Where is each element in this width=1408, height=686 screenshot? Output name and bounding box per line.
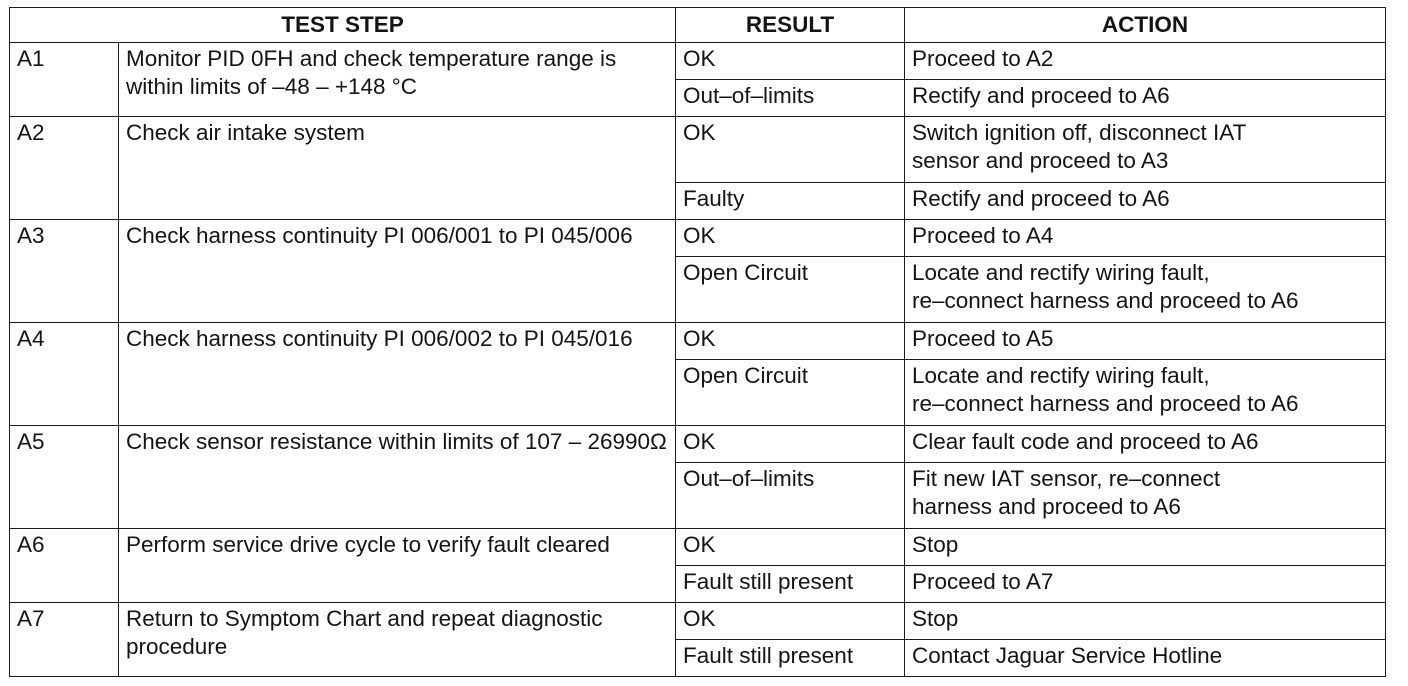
action-cell: Locate and rectify wiring fault, re–connect harness and proceed to A6 (905, 257, 1386, 323)
step-description: Return to Symptom Chart and repeat diagnostic procedure (119, 603, 676, 677)
action-cell: Proceed to A5 (905, 323, 1386, 360)
result-cell: Out–of–limits (676, 80, 905, 117)
action-cell: Proceed to A7 (905, 566, 1386, 603)
diagnostic-table (9, 7, 1386, 677)
action-cell: Stop (905, 529, 1386, 566)
result-cell: OK (676, 603, 905, 640)
result-cell: OK (676, 117, 905, 183)
action-cell: Proceed to A4 (905, 220, 1386, 257)
result-cell: OK (676, 529, 905, 566)
step-description: Check harness continuity PI 006/001 to PI 045/006 (119, 220, 676, 323)
step-id: A4 (10, 323, 119, 426)
table-row (10, 43, 1386, 80)
result-cell: Faulty (676, 183, 905, 220)
action-cell: Clear fault code and proceed to A6 (905, 426, 1386, 463)
step-description: Monitor PID 0FH and check temperature range is within limits of –48 – +148 °C (119, 43, 676, 117)
action-cell: Rectify and proceed to A6 (905, 183, 1386, 220)
table-row (10, 603, 1386, 640)
table-row (10, 117, 1386, 183)
action-cell: Rectify and proceed to A6 (905, 80, 1386, 117)
step-id: A2 (10, 117, 119, 220)
step-id: A7 (10, 603, 119, 677)
result-cell: OK (676, 323, 905, 360)
action-cell: Contact Jaguar Service Hotline (905, 640, 1386, 677)
step-id: A3 (10, 220, 119, 323)
result-cell: Fault still present (676, 640, 905, 677)
step-description: Check sensor resistance within limits of 107 – 26990Ω (119, 426, 676, 529)
action-cell: Stop (905, 603, 1386, 640)
header-action: ACTION (905, 8, 1386, 43)
result-cell: Open Circuit (676, 360, 905, 426)
step-id: A5 (10, 426, 119, 529)
header-row (10, 8, 1386, 43)
action-cell: Proceed to A2 (905, 43, 1386, 80)
result-cell: OK (676, 426, 905, 463)
table-row (10, 220, 1386, 257)
action-cell: Fit new IAT sensor, re–connect harness and proceed to A6 (905, 463, 1386, 529)
step-description: Check harness continuity PI 006/002 to PI 045/016 (119, 323, 676, 426)
step-description: Check air intake system (119, 117, 676, 220)
step-id: A1 (10, 43, 119, 117)
table-row (10, 323, 1386, 360)
table-row (10, 426, 1386, 463)
result-cell: Out–of–limits (676, 463, 905, 529)
action-cell: Locate and rectify wiring fault, re–connect harness and proceed to A6 (905, 360, 1386, 426)
step-description: Perform service drive cycle to verify fault cleared (119, 529, 676, 603)
result-cell: OK (676, 220, 905, 257)
table-row (10, 529, 1386, 566)
result-cell: Fault still present (676, 566, 905, 603)
action-cell: Switch ignition off, disconnect IAT sensor and proceed to A3 (905, 117, 1386, 183)
step-id: A6 (10, 529, 119, 603)
header-result: RESULT (676, 8, 905, 43)
result-cell: OK (676, 43, 905, 80)
header-test-step: TEST STEP (10, 8, 676, 43)
result-cell: Open Circuit (676, 257, 905, 323)
